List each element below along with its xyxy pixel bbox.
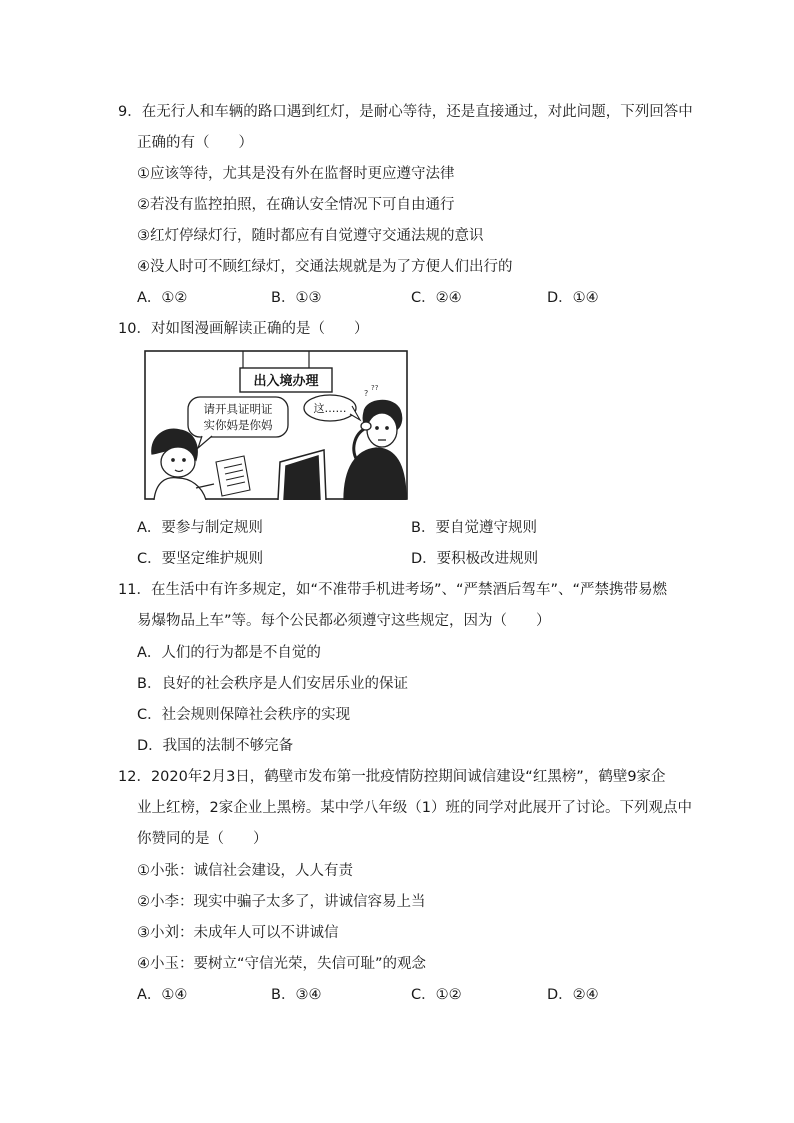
right-bubble-text: 这……: [313, 402, 347, 415]
q9-statement-1: ①应该等待，尤其是没有外在监督时更应遵守法律: [137, 166, 455, 182]
q11-stem-line2: 易爆物品上车”等。每个公民都必须遵守这些规定，因为（ ）: [137, 613, 551, 629]
q12-option-a[interactable]: A．①④: [137, 987, 188, 1003]
q11-stem-line1: 11．在生活中有许多规定，如“不准带手机进考场”、“严禁酒后驾车”、“严禁携带易燃: [118, 582, 668, 598]
q11-option-c[interactable]: C．社会规则保障社会秩序的实现: [137, 707, 351, 723]
q12-stem-line1: 12．2020年2月3日，鹤壁市发布第一批疫情防控期间诚信建设“红黑榜”，鹤壁9家企: [118, 769, 666, 785]
q12-stem-line3: 你赞同的是（ ）: [137, 831, 268, 847]
left-bubble-line2: 实你妈是你妈: [203, 418, 273, 432]
q12-statement-3: ③小刘：未成年人可以不讲诚信: [137, 925, 339, 941]
q12-statement-2: ②小李：现实中骗子太多了，讲诚信容易上当: [137, 894, 426, 910]
q9-option-a[interactable]: A．①②: [137, 290, 188, 306]
cartoon-image: [144, 350, 408, 500]
q12-statement-1: ①小张：诚信社会建设，人人有责: [137, 863, 353, 879]
q12-stem-line2: 业上红榜，2家企业上黑榜。某中学八年级（1）班的同学对此展开了讨论。下列观点中: [137, 800, 692, 816]
q9-statement-4: ④没人时可不顾红绿灯，交通法规就是为了方便人们出行的: [137, 259, 513, 275]
q10-option-a[interactable]: A．要参与制定规则: [137, 520, 263, 536]
svg-text:??: ??: [371, 384, 379, 392]
left-bubble-line1: 请开具证明证: [203, 402, 273, 416]
q10-option-b[interactable]: B．要自觉遵守规则: [411, 520, 537, 536]
q9-statement-3: ③红灯停绿灯行，随时都应有自觉遵守交通法规的意识: [137, 228, 484, 244]
q10-stem: 10．对如图漫画解读正确的是（ ）: [118, 321, 369, 337]
q9-option-b[interactable]: B．①③: [271, 290, 322, 306]
q10-option-d[interactable]: D．要积极改进规则: [411, 551, 539, 567]
q9-option-c[interactable]: C．②④: [411, 290, 462, 306]
q9-option-d[interactable]: D．①④: [547, 290, 599, 306]
q11-option-b[interactable]: B．良好的社会秩序是人们安居乐业的保证: [137, 676, 408, 692]
svg-text:?: ?: [364, 389, 369, 398]
q9-statement-2: ②若没有监控拍照，在确认安全情况下可自由通行: [137, 197, 455, 213]
q9-stem-line2: 正确的有（ ）: [137, 135, 253, 151]
q12-option-d[interactable]: D．②④: [547, 987, 599, 1003]
q11-option-a[interactable]: A．人们的行为都是不自觉的: [137, 645, 321, 661]
q12-option-c[interactable]: C．①②: [411, 987, 462, 1003]
document-paper: [216, 456, 250, 496]
q12-option-b[interactable]: B．③④: [271, 987, 322, 1003]
q11-option-d[interactable]: D．我国的法制不够完备: [137, 738, 294, 754]
q12-statement-4: ④小玉：要树立“守信光荣，失信可耻”的观念: [137, 956, 427, 972]
q10-option-c[interactable]: C．要坚定维护规则: [137, 551, 264, 567]
q9-stem-line1: 9．在无行人和车辆的路口遇到红灯，是耐心等待，还是直接通过，对此问题，下列回答中: [118, 104, 693, 120]
sign-text: 出入境办理: [253, 374, 319, 389]
